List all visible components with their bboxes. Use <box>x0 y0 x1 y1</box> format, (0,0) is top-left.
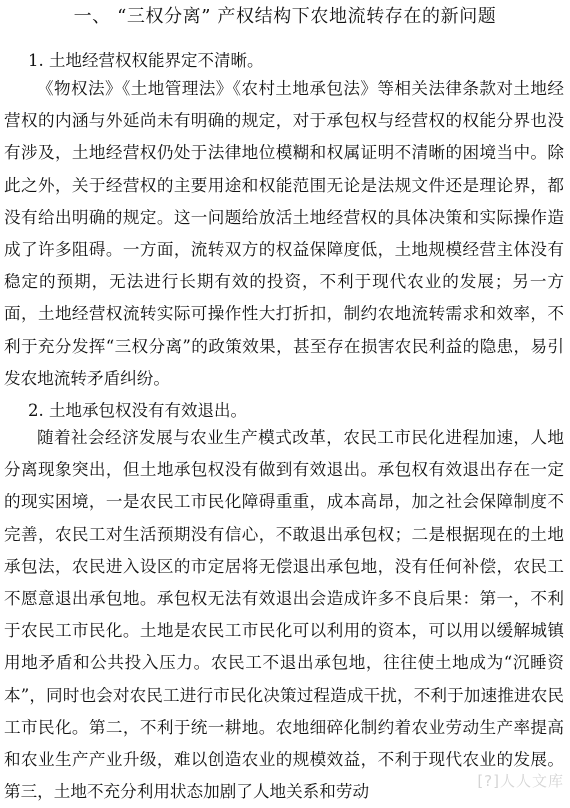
subheading-2: 2. 土地承包权没有有效退出。 <box>28 401 247 420</box>
paragraph-1: 《物权法》《土地管理法》《农村土地承包法》等相关法律条款对土地经营权的内涵与外延尚未有明确的规定，对于承包权与经营权的权能分界也没有涉及，土地经营权仍处于法律地位模糊和权属证明不清晰的困境当中。除此之外，关于经营权的主要用途和权能范围无论是法规文件还是理论界，都没有给出明确的规定。这一问题给放活土地经营权的具体决策和实际操作造成了许多阻碍。一方面，流转双方的权益保障度低，土地规模经营主体没有稳定的预期，无法进行长期有效的投资，不利于现代农业的发展；另一方面，土地经营权流转实际可操作性大打折扣，制约农地流转需求和效率，不利于充分发挥“三权分离”的政策效果，甚至存在损害农民利益的隐患，易引发农地流转矛盾纠纷。 <box>4 79 564 388</box>
section-heading: 一、 “三权分离” 产权结构下农地流转存在的新问题 <box>73 6 497 27</box>
watermark-logo: [?]人人文库 <box>477 772 564 790</box>
paragraph-2: 随着社会经济发展与农业生产模式改革，农民工市民化进程加速，人地分离现象突出，但土地承包权没有做到有效退出。承包权有效退出存在一定的现实困境，一是农民工市民化障碍重重，成本高昂，加之社会保障制度不完善，农民工对生活预期没有信心，不敢退出承包权；二是根据现在的土地承包法，农民进入设区的市定居将无偿退出承包地，没有任何补偿，农民工不愿意退出承包地。承包权无法有效退出会造成许多不良后果：第一，不利于农民工市民化。土地是农民工市民化可以利用的资本，可以用以缓解城镇用地矛盾和公共投入压力。农民工不退出承包地，往往使土地成为“沉睡资本”，同时也会对农民工进行市民化决策过程造成干扰，不利于加速推进农民工市民化。第二，不利于统一耕地。农地细碎化制约着农业劳动生产率提高和农业生产产业升级，难以创造农业的规模效益，不利于现代农业的发展。第三，土地不充分利用状态加剧了人地关系和劳动 <box>4 428 564 802</box>
subheading-1: 1. 土地经营权权能界定不清晰。 <box>28 51 264 70</box>
